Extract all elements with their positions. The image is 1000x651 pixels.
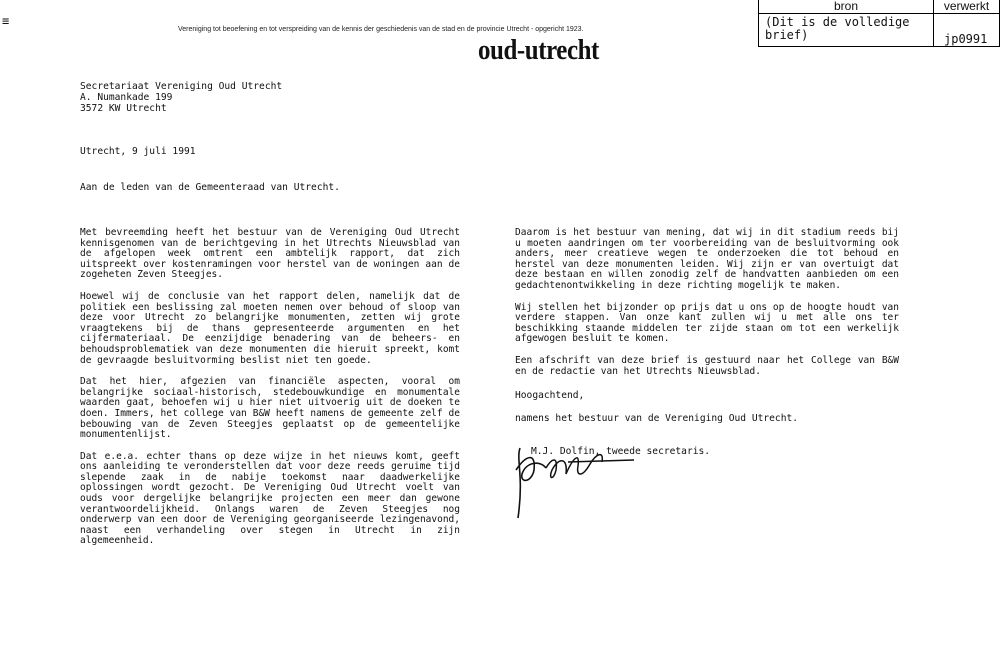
paragraph: Wij stellen het bijzonder op prijs dat u ons op de hoogte houdt van verdere stappen. Van onze kant zullen wij u met alle ons ter beschikking staande middelen ter zijde staan om tot een werkelijk afgewogen besluit te komen. [515, 301, 899, 345]
letterhead-org-line: Vereniging tot beoefening en tot verspreiding van de kennis der geschiedenis van de stad en de provincie Utrecht - opgericht 1923. [178, 26, 584, 33]
paragraph: Dat e.e.a. echter thans op deze wijze in het nieuws komt, geeft ons aanleiding te veronderstellen dat voor deze reeds geruime tijd slepende zaak in de nabije toekomst naar daadwerkelijke oplossingen wordt gezocht. De Vereniging Oud Utrecht voelt van ouds voor dergelijke belangrijke projecten een meer dan gewone verantwoordelijkheid. Onlangs waren de Zeven Steegjes nog onderwerp van een door de Vereniging georganiseerde lezingenavond, naast een verhandeling over stegen in Utrecht in zijn algemeenheid. [80, 450, 460, 547]
paragraph: Met bevreemding heeft het bestuur van de Vereniging Oud Utrecht kennisgenomen van de berichtgeving in het Utrechts Nieuwsblad van de afgelopen week omtrent een ambtelijk rapport, dat zich uitspreekt over kostenramingen voor herstel van de woningen aan de zogeheten Zeven Steegjes. [80, 227, 460, 281]
letter-date: Utrecht, 9 juli 1991 [80, 146, 196, 157]
left-column [80, 228, 460, 558]
corner-mark: ≡ [2, 14, 10, 28]
stamp-verwerkt-header: verwerkt [934, 0, 999, 14]
stamp-note: (Dit is de volledige brief) [759, 14, 934, 46]
sender-address [80, 82, 282, 114]
sender-line-1: Secretariaat Vereniging Oud Utrecht [80, 81, 283, 92]
right-column [515, 228, 899, 458]
letter-addressee: Aan de leden van de Gemeenteraad van Utrecht. [80, 182, 340, 193]
handwritten-signature [506, 440, 656, 520]
archive-stamp [758, 0, 1000, 47]
paragraph: Daarom is het bestuur van mening, dat wij in dit stadium reeds bij u moeten aandringen om ter voorbereiding van de besluitvorming ook anders, meer creatieve wegen te onderzoeken die tot behoud en herstel van deze monumenten leiden. Wij zijn er van overtuigt dat deze bestaan en willen zonodig zelf de handvatten aanbieden om een gedachtenontwikkeling in deze richting mogelijk te maken. [515, 227, 899, 291]
stamp-bron-header: bron [759, 0, 934, 14]
signatory-name: M.J. Dolfin, tweede secretaris. [531, 445, 711, 457]
letterhead-logo: oud-utrecht [478, 34, 599, 66]
paragraph: Dat het hier, afgezien van financiële aspecten, vooral om belangrijke sociaal-historisch, stedebouwkundige en monumentale waarden gaat, behoefen wij u hier niet uitvoerig uit de doeken te doen. Immers, het college van B&W heeft namens de gemeente zelf de bebouwing van de Zeven Steegjes geplaatst op de gemeentelijke monumentenlijst. [80, 376, 460, 441]
closing-greeting: Hoogachtend, [515, 390, 585, 402]
signature-line: namens het bestuur van de Vereniging Oud Utrecht. [515, 412, 799, 424]
paragraph: Hoewel wij de conclusie van het rapport delen, namelijk dat de politiek een beslissing zal moeten nemen over behoud of sloop van deze voor Utrecht zo belangrijke monumenten, zetten wij grote vraagtekens bij de thans gepresenteerde argumenten en het cijfermateriaal. De eenzijdige benadering van de beheers- en behoudsproblematiek van deze monumenten die hieruit spreekt, komt de gevraagde besluitvorming beslist niet ten goede. [80, 290, 460, 366]
sender-line-2: A. Numankade 199 [80, 91, 173, 103]
stamp-code: jp0991 [944, 32, 988, 46]
paragraph: Een afschrift van deze brief is gestuurd naar het College van B&W en de redactie van het Utrechts Nieuwsblad. [515, 354, 899, 377]
sender-line-3: 3572 KW Utrecht [80, 102, 167, 114]
